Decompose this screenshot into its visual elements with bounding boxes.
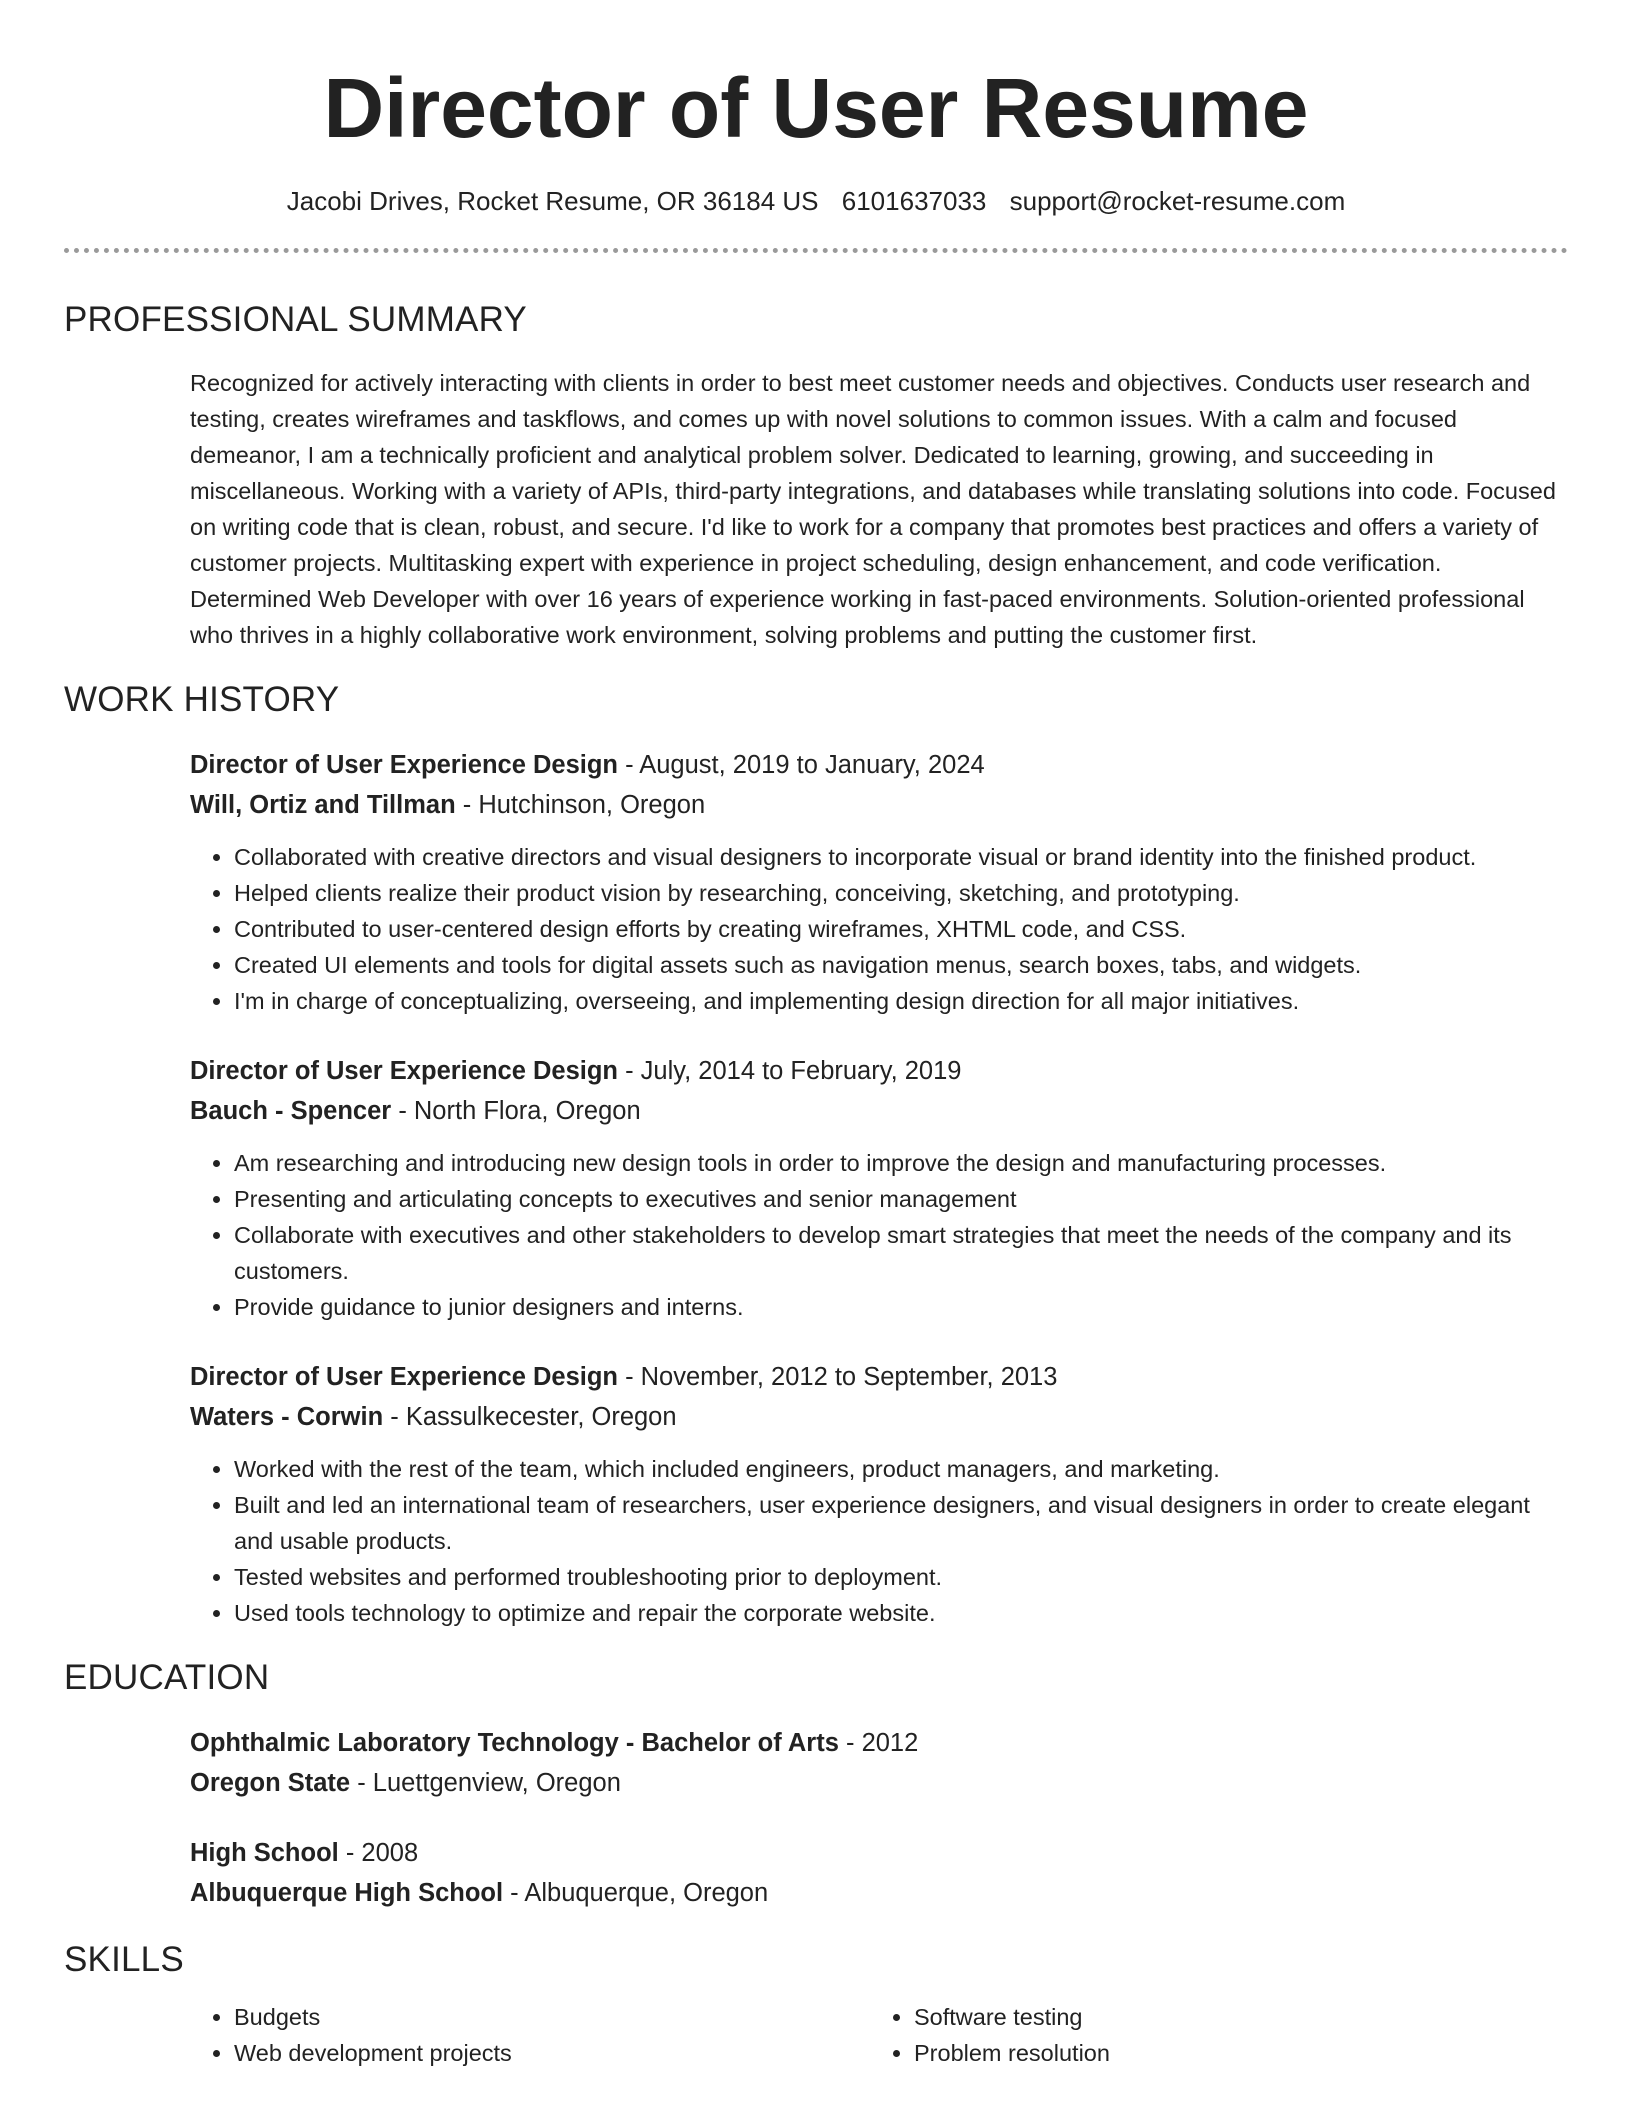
education-location: - Luettgenview, Oregon [350,1769,621,1797]
contact-phone: 6101637033 [841,186,987,216]
education-year: - 2012 [838,1729,919,1757]
skill-item: • Web development projects [234,2035,870,2071]
job-title: Director of User Experience Design [190,751,618,779]
education-section [190,1723,1568,1913]
contact-email: support@rocket-resume.com [1009,186,1346,216]
header-divider [64,248,1568,253]
resume-page [64,0,1568,2071]
job-company-line [190,1091,1568,1131]
job-dates: - November, 2012 to September, 2013 [617,1363,1058,1391]
job-bullet: • Worked with the rest of the team, which included engineers, product managers, and marketing. [234,1451,1568,1487]
summary-section [190,365,1568,653]
job-location: - Hutchinson, Oregon [455,791,706,819]
job-bullet: • Created UI elements and tools for digital assets such as navigation menus, search boxes, tabs, and widgets. [234,947,1568,983]
work-history-section [190,745,1568,1631]
job-bullet: • Tested websites and performed troubleshooting prior to deployment. [234,1559,1568,1595]
education-year: - 2008 [338,1839,419,1867]
resume-title: Director of User Resume [323,61,1309,155]
job-company-line [190,785,1568,825]
education-degree: High School [190,1839,339,1867]
job-entry [190,745,1568,1019]
job-bullet: • Collaborated with creative directors and visual designers to incorporate visual or brand identity into the finished product. [234,839,1568,875]
contact-line [64,184,1568,218]
job-bullets [190,1451,1568,1631]
job-bullets [190,839,1568,1019]
job-title-line [190,1051,1568,1091]
job-company: Waters - Corwin [190,1403,384,1431]
education-degree: Ophthalmic Laboratory Technology - Bachelor of Arts [190,1729,839,1757]
job-location: - North Flora, Oregon [391,1097,641,1125]
skill-item: • Software testing [914,1999,1550,2035]
education-school: Albuquerque High School [190,1879,504,1907]
job-location: - Kassulkecester, Oregon [383,1403,677,1431]
job-title: Director of User Experience Design [190,1363,618,1391]
job-bullet: • Provide guidance to junior designers and interns. [234,1289,1568,1325]
section-title-skills: SKILLS [64,1940,184,1979]
section-title-work-history: WORK HISTORY [64,680,340,719]
job-company: Will, Ortiz and Tillman [190,791,456,819]
job-dates: - July, 2014 to February, 2019 [617,1057,962,1085]
summary-text: Recognized for actively interacting with clients in order to best meet customer needs and objectives. Conducts user research and testing, creates wireframes and taskflows, and comes up with novel solutions to common issues. With a calm and focused demeanor, I am a technically proficient and analytical problem solver. Dedicated to learning, growing, and succeeding in miscellaneous. Working with a variety of APIs, third-party integrations, and databases while translating solutions into code. Focused on writing code that is clean, robust, and secure. I'd like to work for a company that promotes best practices and offers a variety of customer projects. Multitasking expert with experience in project scheduling, design enhancement, and code verification. Determined Web Developer with over 16 years of experience working in fast-paced environments. Solution-oriented professional who thrives in a highly collaborative work environment, solving problems and putting the customer first. [190,370,1556,648]
skills-section [190,1999,1568,2071]
education-school: Oregon State [190,1769,351,1797]
skills-columns [190,1999,1568,2071]
section-title-summary: PROFESSIONAL SUMMARY [64,300,527,339]
section-title-education: EDUCATION [64,1658,270,1697]
contact-address: Jacobi Drives, Rocket Resume, OR 36184 US [286,186,819,216]
education-school-line [190,1873,1568,1913]
education-location: - Albuquerque, Oregon [503,1879,769,1907]
job-title: Director of User Experience Design [190,1057,618,1085]
job-entry [190,1051,1568,1325]
job-bullet: • Am researching and introducing new design tools in order to improve the design and manufacturing processes. [234,1145,1568,1181]
education-entry [190,1723,1568,1803]
job-bullet: • I'm in charge of conceptualizing, overseeing, and implementing design direction for all major initiatives. [234,983,1568,1019]
education-degree-line [190,1833,1568,1873]
skills-column-right [870,1999,1550,2071]
skill-item: • Problem resolution [914,2035,1550,2071]
job-bullet: • Helped clients realize their product vision by researching, conceiving, sketching, and prototyping. [234,875,1568,911]
job-company: Bauch - Spencer [190,1097,392,1125]
job-bullet: • Contributed to user-centered design efforts by creating wireframes, XHTML code, and CSS. [234,911,1568,947]
skill-item: • Budgets [234,1999,870,2035]
education-school-line [190,1763,1568,1803]
education-entry [190,1833,1568,1913]
job-dates: - August, 2019 to January, 2024 [617,751,985,779]
job-bullet: • Presenting and articulating concepts to executives and senior management [234,1181,1568,1217]
education-degree-line [190,1723,1568,1763]
job-bullet: • Used tools technology to optimize and repair the corporate website. [234,1595,1568,1631]
skills-column-left [190,1999,870,2071]
job-title-line [190,745,1568,785]
job-company-line [190,1397,1568,1437]
job-bullet: • Collaborate with executives and other stakeholders to develop smart strategies that meet the needs of the company and its customers. [234,1217,1568,1289]
job-bullet: • Built and led an international team of researchers, user experience designers, and visual designers in order to create elegant and usable products. [234,1487,1568,1559]
job-entry [190,1357,1568,1631]
job-bullets [190,1145,1568,1325]
job-title-line [190,1357,1568,1397]
